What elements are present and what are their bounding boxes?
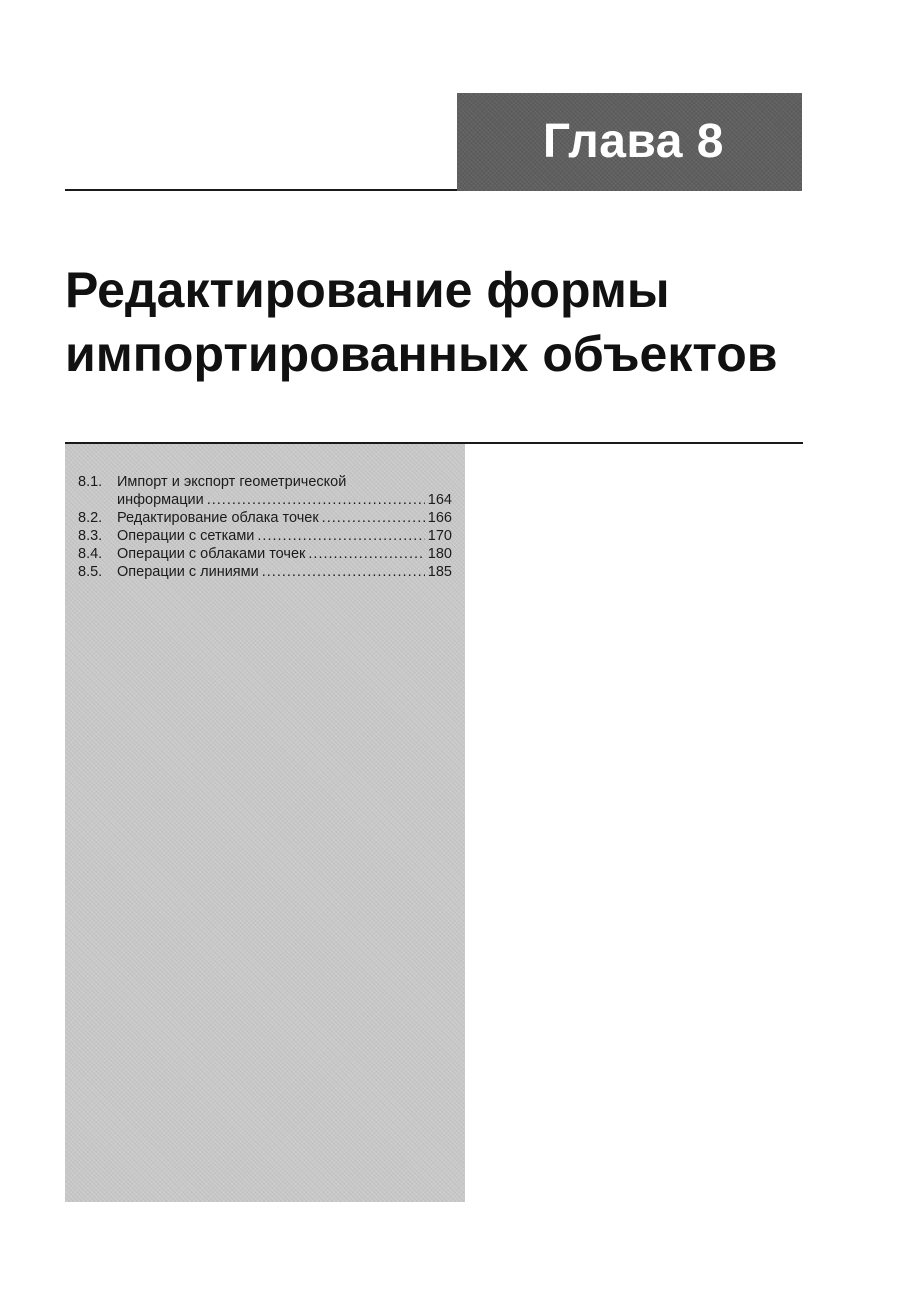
- toc-leader-dots: [262, 563, 425, 581]
- toc-leader-dots: [257, 527, 424, 545]
- toc-item[interactable]: [78, 527, 452, 545]
- header-rule: [65, 189, 457, 191]
- chapter-title-line-1: Редактирование формы: [65, 262, 670, 318]
- toc-item[interactable]: [78, 509, 452, 527]
- table-of-contents: [78, 473, 452, 581]
- toc-item-page: 180: [427, 546, 452, 562]
- toc-item-number: 8.3.: [78, 528, 103, 544]
- chapter-title-line-2: импортированных объектов: [65, 326, 778, 382]
- toc-item[interactable]: [78, 563, 452, 581]
- toc-item-page: 170: [427, 528, 452, 544]
- toc-item-title: Редактирование облака точек: [117, 510, 319, 526]
- toc-item-title: Операции с сетками: [117, 528, 255, 544]
- chapter-header-box: [457, 93, 802, 191]
- toc-item-title: информации: [117, 492, 204, 508]
- toc-item[interactable]: [78, 545, 452, 563]
- toc-item-title: Операции с линиями: [117, 564, 259, 580]
- toc-item-number: 8.1.: [78, 474, 103, 490]
- toc-item-title: Операции с облаками точек: [117, 546, 306, 562]
- toc-leader-dots: [207, 491, 425, 509]
- toc-item-number: 8.2.: [78, 510, 103, 526]
- toc-item[interactable]: [78, 473, 452, 509]
- toc-item-number: 8.5.: [78, 564, 103, 580]
- toc-item-number: 8.4.: [78, 546, 103, 562]
- toc-item-page: 185: [427, 564, 452, 580]
- chapter-label: Глава 8: [542, 115, 724, 168]
- toc-leader-dots: [308, 545, 424, 563]
- toc-leader-dots: [322, 509, 425, 527]
- toc-item-page: 164: [427, 492, 452, 508]
- toc-item-title-line: Импорт и экспорт геометрической: [117, 474, 347, 490]
- chapter-title: [65, 258, 845, 386]
- toc-item-page: 166: [427, 510, 452, 526]
